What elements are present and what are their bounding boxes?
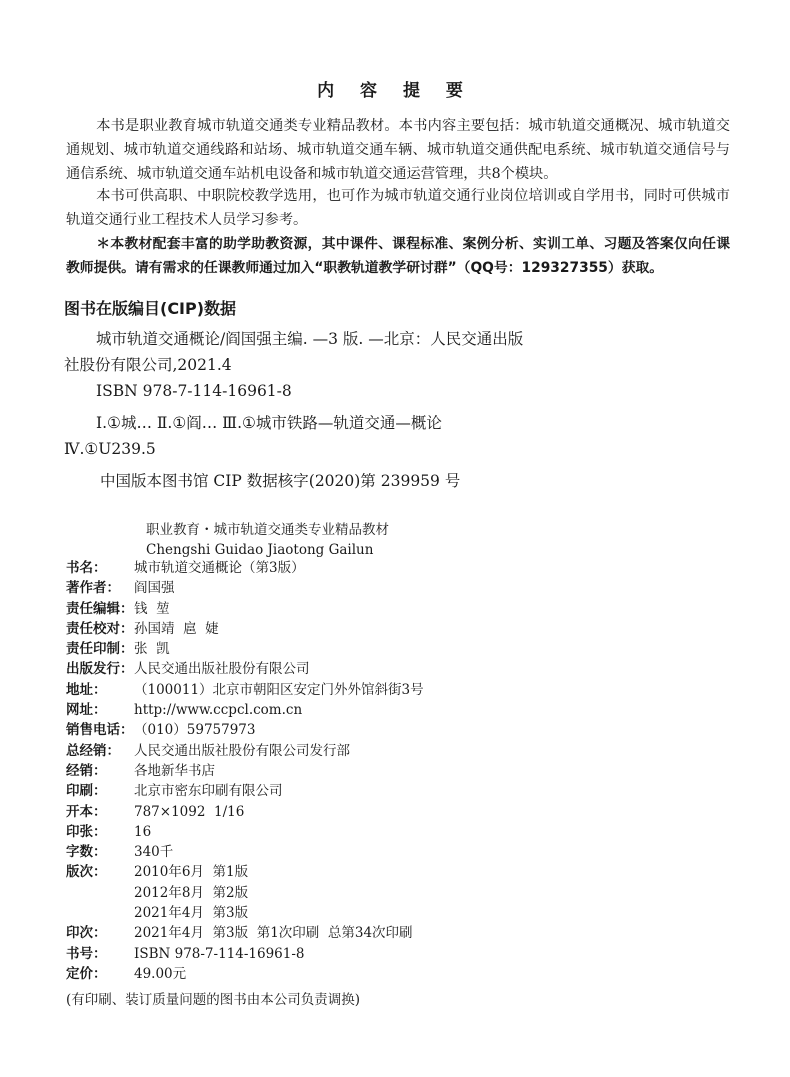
spec-row [66, 680, 726, 700]
spec-label: 印次： [66, 925, 107, 942]
spec-value: 2021年4月 第3版 [134, 905, 249, 922]
spec-value: 张 凯 [134, 641, 170, 658]
spec-label: 销售电话： [66, 722, 134, 739]
cip-isbn-text: ISBN 978-7-114-16961-8 [96, 382, 292, 400]
spec-row [66, 842, 726, 862]
spec-label: 著作者： [66, 580, 120, 597]
spec-value: 孙国靖 扈 婕 [134, 620, 219, 637]
spec-value: http://www.ccpcl.com.cn [134, 702, 303, 719]
spec-value: 城市轨道交通概论（第3版） [134, 560, 305, 576]
cip-classification-text: Ⅰ.①城… Ⅱ.①阎… Ⅲ.①城市铁路—轨道交通—概论 Ⅳ.①U239.5 [64, 414, 442, 458]
spec-label: 印刷： [66, 783, 107, 800]
spec-row [66, 964, 726, 984]
spec-value: 2010年6月 第1版 [134, 864, 249, 881]
cip-title: 图书在版编目(CIP)数据 [64, 299, 237, 318]
spec-value: （100011）北京市朝阳区安定门外外馆斜街3号 [134, 681, 424, 698]
spec-label: 责任编辑： [66, 600, 134, 617]
spec-row [66, 781, 726, 801]
spec-row [66, 903, 726, 923]
spec-value: 北京市密东印刷有限公司 [134, 783, 283, 800]
spec-label: 地址： [66, 681, 107, 698]
spec-label: 字数： [66, 844, 107, 861]
spec-value: 787×1092 1/16 [134, 803, 245, 820]
summary-paragraph-text: 本书是职业教育城市轨道交通类专业精品教材。本书内容主要包括：城市轨道交通概况、城市轨道交通规划、城市轨道交通线路和站场、城市轨道交通车辆、城市轨道交通供配电系统、城市轨道交通信号与通信系统、城市轨道交通车站机电设备和城市轨道交通运营管理，共8个模块。 [66, 118, 730, 182]
spec-row [66, 741, 726, 761]
spec-row [66, 558, 726, 578]
summary-paragraph [66, 184, 730, 232]
spec-value: （010）59757973 [134, 722, 256, 739]
spec-row [66, 862, 726, 882]
spec-label [66, 903, 134, 923]
quality-note: (有印刷、装订质量问题的图书由本公司负责调换) [66, 992, 361, 1008]
spec-value: 340千 [134, 844, 174, 861]
spec-value: 人民交通出版社股份有限公司 [134, 661, 310, 678]
summary-paragraph [66, 114, 730, 186]
spec-value: 人民交通出版社股份有限公司发行部 [134, 742, 350, 759]
spec-row [66, 883, 726, 903]
spec-row [66, 923, 726, 943]
publication-specs [66, 558, 726, 984]
spec-value: 2021年4月 第3版 第1次印刷 总第34次印刷 [134, 925, 413, 942]
series-name: 职业教育・城市轨道交通类专业精品教材 [146, 522, 389, 538]
summary-title: 内 容 提 要 [317, 81, 473, 101]
spec-row [66, 700, 726, 720]
spec-row [66, 944, 726, 964]
spec-row [66, 639, 726, 659]
spec-value: 各地新华书店 [134, 762, 215, 779]
spec-label: 书名： [66, 560, 107, 576]
cip-classification [64, 410, 534, 462]
spec-label: 责任印制： [66, 641, 134, 658]
spec-row [66, 578, 726, 598]
spec-row [66, 619, 726, 639]
series-pinyin-title: Chengshi Guidao Jiaotong Gailun [146, 542, 374, 558]
resource-notice [66, 232, 730, 280]
cip-entry-text: 城市轨道交通概论/阎国强主编. —3 版. —北京：人民交通出版社股份有限公司,2021.4 [64, 330, 524, 374]
spec-value: 49.00元 [134, 965, 187, 982]
spec-label: 网址： [66, 702, 107, 719]
spec-row [66, 720, 726, 740]
cip-isbn [64, 378, 534, 404]
series-info [146, 520, 389, 560]
spec-row [66, 599, 726, 619]
spec-row [66, 802, 726, 822]
spec-label: 开本： [66, 803, 107, 820]
spec-label [66, 883, 134, 903]
spec-label: 经销： [66, 762, 107, 779]
spec-value: 16 [134, 823, 152, 840]
spec-label: 版次： [66, 864, 107, 881]
spec-value: ISBN 978-7-114-16961-8 [134, 945, 305, 962]
resource-notice-text: ＊本教材配套丰富的助学助教资源，其中课件、课程标准、案例分析、实训工单、习题及答案仅向任课教师提供。请有需求的任课教师通过加入“职教轨道教学研讨群”（QQ号：129327355）获取。 [66, 236, 730, 276]
spec-row [66, 761, 726, 781]
cip-record: 中国版本图书馆 CIP 数据核字(2020)第 239959 号 [100, 472, 461, 490]
spec-label: 出版发行： [66, 661, 134, 678]
spec-label: 书号： [66, 945, 107, 962]
spec-row [66, 659, 726, 679]
spec-value: 阎国强 [134, 580, 175, 597]
spec-label: 责任校对： [66, 620, 134, 637]
cip-entry [64, 326, 534, 378]
spec-label: 定价： [66, 965, 107, 982]
spec-label: 印张： [66, 823, 107, 840]
spec-label: 总经销： [66, 742, 120, 759]
spec-value: 钱 堃 [134, 600, 170, 617]
spec-row [66, 822, 726, 842]
summary-paragraph-text: 本书可供高职、中职院校教学选用，也可作为城市轨道交通行业岗位培训或自学用书，同时可供城市轨道交通行业工程技术人员学习参考。 [66, 188, 730, 228]
spec-value: 2012年8月 第2版 [134, 884, 249, 901]
